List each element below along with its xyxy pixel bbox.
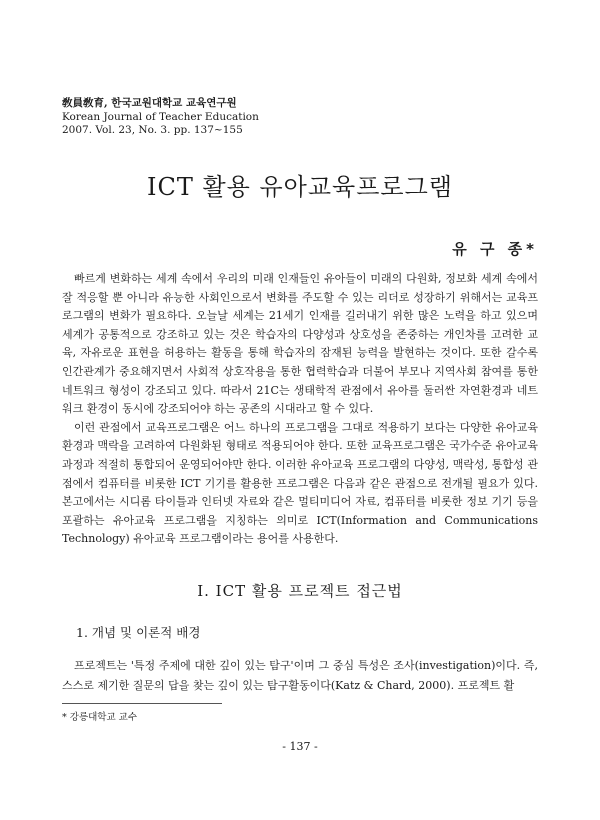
page-number: - 137 - [282,740,318,753]
footnote: * 강릉대학교 교수 [62,712,138,723]
abstract [62,270,538,549]
section-heading: Ⅰ. ICT 활용 프로젝트 접근법 [197,582,403,600]
journal-english-name: Korean Journal of Teacher Education [62,110,259,123]
body-text [62,656,538,695]
paper-title: ICT 활용 유아교육프로그램 [147,173,453,201]
journal-korean-name: 敎員敎育, 한국교원대학교 교육연구원 [62,97,237,109]
body-paragraph: 프로젝트는 '특정 주제에 대한 깊이 있는 탐구'이며 그 중심 특성은 조사(investigation)이다. 즉, 스스로 제기한 질문의 답을 찾는 깊이 있는 탐구활동이다(Katz & Chard, 2000). 프로젝트 활 [62,659,538,692]
abstract-paragraph-2: 이런 관점에서 교육프로그램은 어느 하나의 프로그램을 그대로 적용하기 보다는 다양한 유아교육 환경과 맥락을 고려하여 다원화된 형태로 적용되어야 한다. 또한 교육프로그램은 국가수준 유아교육과정과 적절히 통합되어 운영되어야만 한다. 이러한 유아교육 프로그램의 다양성, 맥락성, 통합성 관점에서 컴퓨터를 비롯한 ICT 기기를 활용한 프로그램은 다음과 같은 관점으로 전개될 필요가 있다. 본고에서는 시디롬 타이틀과 인터넷 자료와 같은 멀티미디어 자료, 컴퓨터를 비롯한 정보 기기 등을 포괄하는 유아교육 프로그램을 지칭하는 의미로 ICT(Information and Communications Technology) 유아교육 프로그램이라는 용어를 사용한다. [62,420,538,546]
author-name: 유 구 종* [452,240,538,258]
journal-header [62,97,259,138]
journal-citation: 2007. Vol. 23, No. 3. pp. 137~155 [62,124,243,136]
subsection-heading: 1. 개념 및 이론적 배경 [76,625,201,640]
abstract-paragraph-1: 빠르게 변화하는 세계 속에서 우리의 미래 인재들인 유아들이 미래의 다원화, 정보화 세계 속에서 잘 적응할 뿐 아니라 유능한 사회인으로서 변화를 주도할 수 있는 리더로 성장하기 위해서는 교육프로그램의 변화가 필요하다. 오늘날 세계는 21세기 인재를 길러내기 위한 많은 노력을 하고 있으며 세계가 공통적으로 강조하고 있는 것은 학습자의 다양성과 상호성을 존중하는 개인차를 고려한 교육, 자유로운 표현을 허용하는 활동을 통해 학습자의 잠재된 능력을 발현하는 것이다. 또한 갈수록 인간관계가 중요해지면서 사회적 상호작용을 통한 협력학습과 더불어 부모나 지역사회 참여를 통한 네트워크 형성이 강조되고 있다. 따라서 21C는 생태학적 관점에서 유아를 둘러싼 자연환경과 네트워크 환경이 동시에 강조되어야 하는 공존의 시대라고 할 수 있다. [62,272,538,416]
footnote-divider [62,703,222,704]
